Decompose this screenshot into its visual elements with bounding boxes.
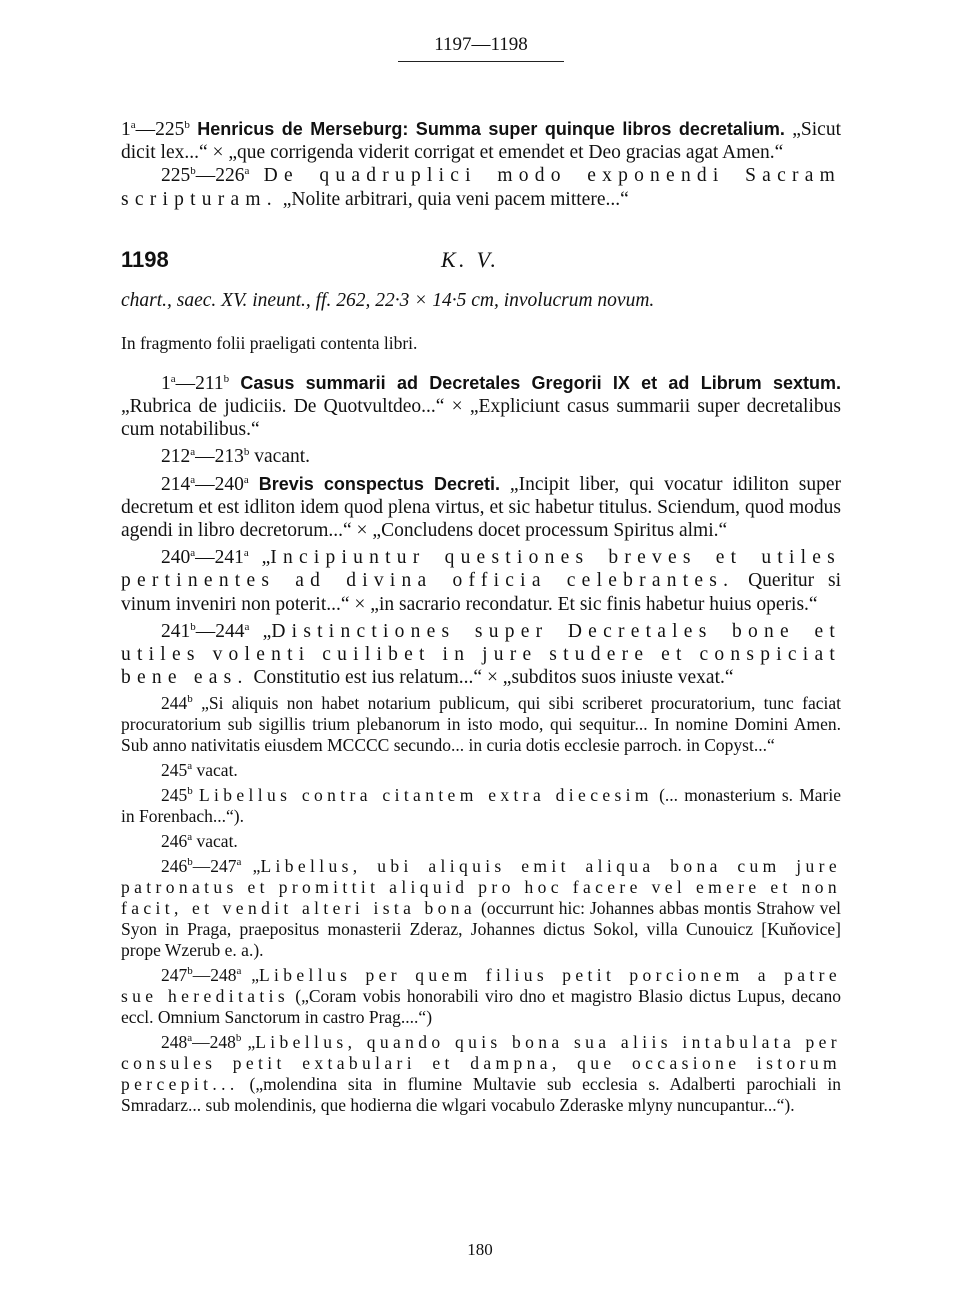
contents-item: 240$^a$—241$^a$ „Incipiuntur questiones breves et utiles pertinentes ad divina officia celebrantes. Queritur si vinum inveniri non poterit...“ × „in sacrario recondatur. Et sic finis habetur huius operis.“ [121,547,842,615]
contents-item: 246$^a$ vacat. [161,831,238,852]
previous-entry-continuation [121,118,841,211]
contents-item: 245$^b$ Libellus contra citantem extra diecesim (... monasterium s. Marie in Forenbach...“). [121,785,841,827]
contents-item: 245$^a$ vacat. [161,760,238,781]
contents-item: 214$^a$—240$^a$ Brevis conspectus Decreti. „Incipit liber, qui vocatur idiliton super decretum et est idliton idem quod plena virtus, et sic habetur titulus. Sciendum, quod modus agendi in libro decretorum...“ × „Concludens docet processum Spiritus almi.“ [121,473,842,542]
prev-item-1-text: „Sicut dicit lex...“ × „que corrigenda viderit corrigat et emendet et Deo gracias agat Amen.“ [121,119,841,164]
running-header [121,30,841,62]
prev-item-1-folio: 1$^a$—225$^b$ [121,119,190,140]
header-rule [398,61,564,62]
page-number: 180 [467,1240,493,1259]
prev-item-2-folio: 225$^b$—226$^a$ [161,165,250,187]
contents-item: 248$^a$—248$^b$ „Libellus, quando quis bona sua aliis intabulata per consules petit extabulari et dampna, que occasione istorum percepit... („molendina sita in flumine Multavie sub ecclesia s. Adalberti parochiali in Smradarz... sub molendinis, que hodierna die wlgari vocabulo Zderaske mlyny nuncupantur...“). [121,1032,841,1116]
entry-description: chart., saec. XV. ineunt., ff. 262, 22·3 × 14·5 cm, involucrum novum. [121,289,655,311]
prev-item-1 [121,118,841,164]
contents-item: 244$^b$ „Si aliquis non habet notarium publicum, qui sibi scriberet procuratorium, tunc faciat procuratorium sub sigillis trium plebanorum in isto modo, qui sequitur... In nomine Domini Amen. Sub anno nativitatis eiusdem MCCCC secundo... in curia dotis ecclesie parroch. in Copyst...“ [121,693,841,756]
prev-item-1-title: Henricus de Merseburg: Summa super quinque libros decretalium. [197,119,785,139]
entry-note: In fragmento folii praeligati contenta libri. [121,333,418,354]
prev-item-2-text: „Nolite arbitrari, quia veni pacem mittere...“ [282,188,629,210]
entry-signature: K. V. [441,246,500,272]
contents-list [121,372,841,1117]
contents-item: 246$^b$—247$^a$ „Libellus, ubi aliquis emit aliqua bona cum jure patronatus et promittit aliquid pro hoc facere vel emere et non facit, et vendit alteri ista bona (occurrunt hic: Johannes abbas montis Strahow vel Syon in Praga, praepositus monasterii Zderaz, Johannes dictus Sokol, villa Cunouicz [Kuňovice] prope Wzerub e. a.). [121,856,841,961]
entry-number: 1198 [121,246,169,272]
contents-item: 1$^a$—211$^b$ Casus summarii ad Decretales Gregorii IX et ad Librum sextum. „Rubrica de judiciis. De Quotvultdeo...“ × „Expliciunt casus summarii super decretalibus cum notabilibus.“ [121,372,841,441]
prev-item-2 [121,164,841,210]
contents-item: 241$^b$—244$^a$ „Distinctiones super Decretales bone et utiles volenti cuilibet in jure studere et conspiciat bene eas. Constitutio est ius relatum...“ × „subditos suos iniuste vexat.“ [121,620,841,689]
page [121,30,841,1116]
contents-item: 247$^b$—248$^a$ „Libellus per quem filius petit porcionem a patre sue hereditatis („Coram vobis honorabili viro dno et magistro Blasio dictus Lupus, decano eccl. Omnium Sanctorum in castro Prag....“) [121,965,842,1028]
header-range: 1197—1198 [434,34,528,55]
entry-heading [121,247,841,283]
contents-item: 212$^a$—213$^b$ vacant. [161,446,311,468]
prev-item-2-title: De quadruplici modo exponendi Sacram scripturam. [121,165,841,210]
